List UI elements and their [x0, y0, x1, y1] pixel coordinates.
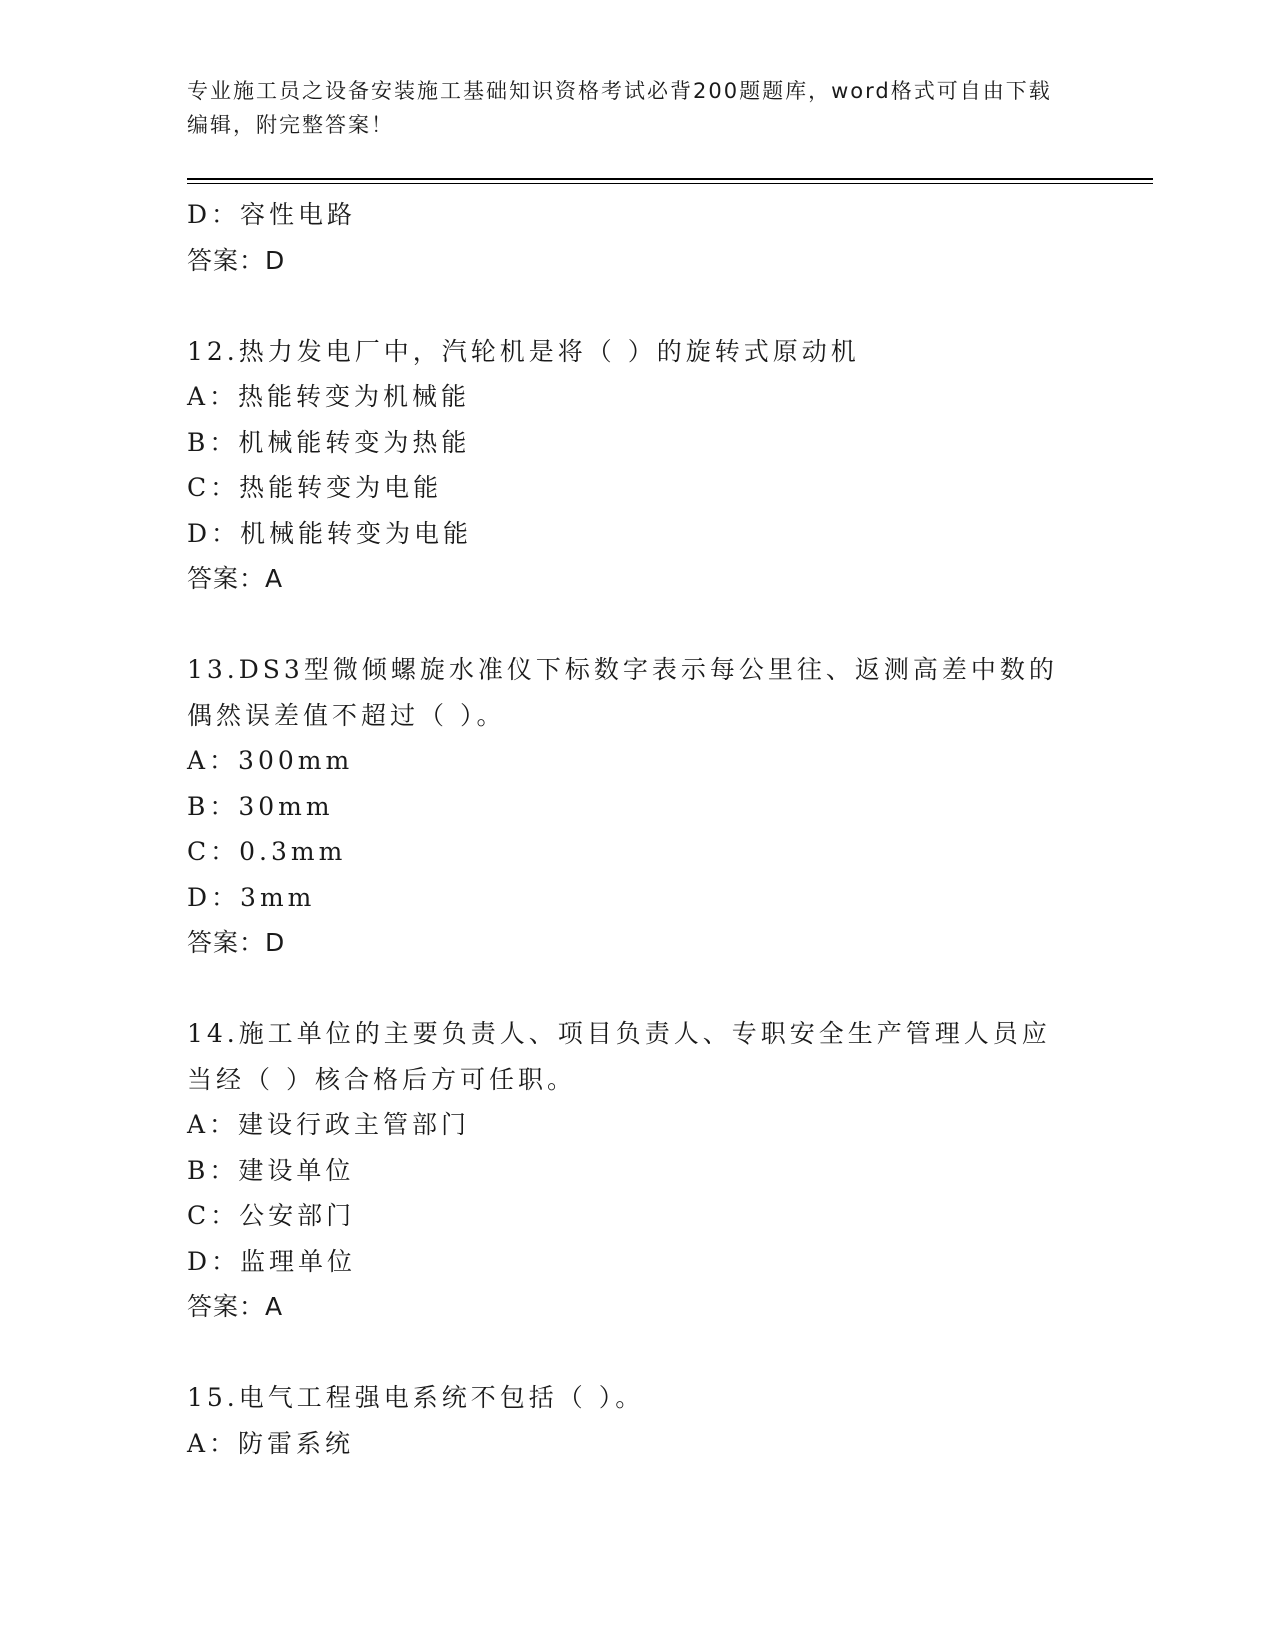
header-divider-thin — [187, 183, 1153, 184]
question-12-option-b: B：机械能转变为热能 — [187, 427, 471, 457]
prev-answer: 答案：D — [187, 245, 286, 275]
header-divider — [187, 178, 1153, 180]
question-14-stem: 14.施工单位的主要负责人、项目负责人、专职安全生产管理人员应当经（ ）核合格后方可任职。 — [187, 1019, 1051, 1094]
spacer — [187, 966, 1087, 1012]
question-12-option-d: D：机械能转变为电能 — [187, 518, 473, 548]
question-12-answer: 答案：A — [187, 564, 284, 593]
document-header: 专业施工员之设备安装施工基础知识资格考试必背200题题库，word格式可自由下载编辑，附完整答案！ — [187, 79, 1052, 137]
question-content — [187, 192, 1087, 1466]
question-13-option-c: C：0.3mm — [187, 837, 347, 866]
question-14-option-b: B：建设单位 — [187, 1155, 355, 1185]
spacer — [187, 602, 1087, 648]
question-13-answer: 答案：D — [187, 928, 286, 957]
question-13-option-d: D：3mm — [187, 882, 316, 912]
question-12-stem: 12.热力发电厂中，汽轮机是将（ ）的旋转式原动机 — [187, 336, 860, 366]
spacer — [187, 283, 1087, 329]
question-14-option-c: C：公安部门 — [187, 1201, 356, 1230]
question-13-option-b: B：30mm — [187, 791, 334, 821]
question-14-answer: 答案：A — [187, 1292, 284, 1321]
question-13-stem: 13.DS3型微倾螺旋水准仪下标数字表示每公里往、返测高差中数的偶然误差值不超过（ ）。 — [187, 655, 1058, 730]
question-14-option-d: D：监理单位 — [187, 1246, 357, 1276]
question-12-option-a: A：热能转变为机械能 — [187, 382, 471, 411]
question-13-option-a: A：300mm — [187, 746, 354, 775]
question-15-stem: 15.电气工程强电系统不包括（ ）。 — [187, 1383, 645, 1412]
question-15-option-a: A：防雷系统 — [187, 1428, 355, 1458]
spacer — [187, 1330, 1087, 1376]
prev-option-d: D：容性电路 — [187, 200, 357, 229]
question-12-option-c: C：热能转变为电能 — [187, 473, 443, 502]
question-14-option-a: A：建设行政主管部门 — [187, 1110, 471, 1139]
